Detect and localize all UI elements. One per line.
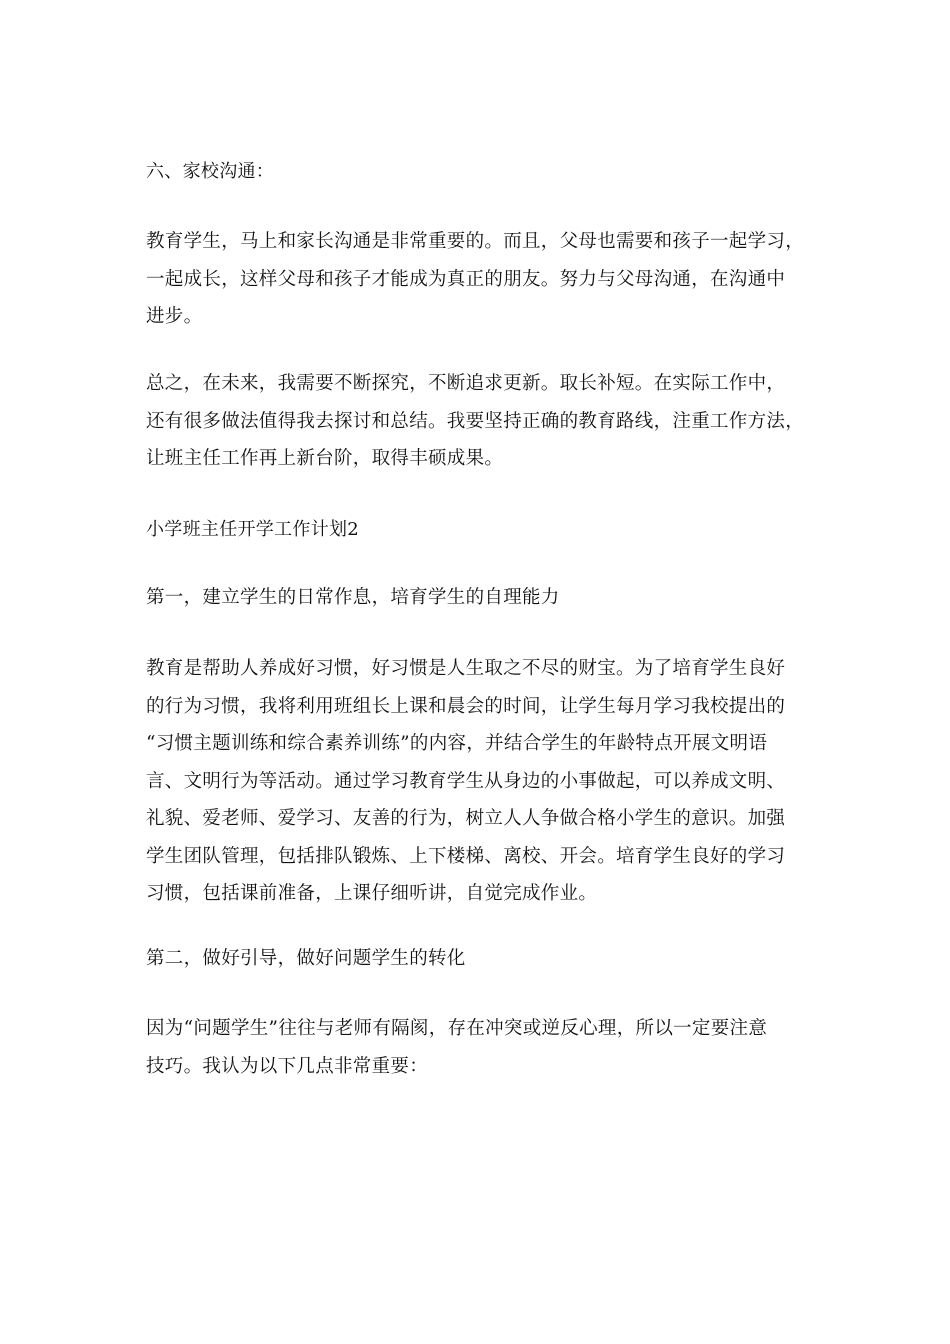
title-text: 小学班主任开学工作计划2 [146,519,360,540]
paragraph-line: 的行为习惯，我将利用班组长上课和晨会的时间，让学生每月学习我校提出的 [146,695,786,717]
point-one-heading [146,579,816,617]
heading-text: 第一，建立学生的日常作息，培育学生的自理能力 [146,587,560,608]
paragraph-line: 教育学生，马上和家长沟通是非常重要的。而且，父母也需要和孩子一起学习， [146,231,805,252]
paragraph-line: 言、文明行为等活动。通过学习教育学生从身边的小事做起，可以养成文明、 [146,770,786,792]
paragraph-line: “习惯主题训练和综合素养训练”的内容，并结合学生的年龄特点开展文明语 [146,733,768,754]
paragraph-line: 技巧。我认为以下几点非常重要： [146,1055,429,1077]
heading-text: 第二，做好引导，做好问题学生的转化 [146,948,466,969]
paragraph-habits [146,650,816,913]
paragraph-line: 教育是帮助人养成好习惯，好习惯是人生取之不尽的财宝。为了培育学生良好 [146,658,786,679]
paragraph-line: 学生团队管理，包括排队锻炼、上下楼梯、离校、开会。培育学生良好的学习 [146,845,786,867]
point-two-heading [146,940,816,978]
paragraph-line: 因为“问题学生”往往与老师有隔阂，存在冲突或逆反心理，所以一定要注意 [146,1018,768,1039]
paragraph-summary [146,365,816,478]
plan-title [146,511,816,549]
section-heading-family-school-communication [146,153,816,191]
paragraph-line: 总之，在未来，我需要不断探究，不断追求更新。取长补短。在实际工作中， [146,373,786,394]
paragraph-line: 习惯，包括课前准备，上课仔细听讲，自觉完成作业。 [146,883,598,904]
paragraph-line: 进步。 [146,306,203,327]
paragraph-line: 让班主任工作再上新台阶，取得丰硕成果。 [146,448,504,469]
paragraph-line: 还有很多做法值得我去探讨和总结。我要坚持正确的教育路线，注重工作方法， [146,410,805,432]
paragraph-line: 礼貌、爱老师、爱学习、友善的行为，树立人人争做合格小学生的意识。加强 [146,808,786,829]
paragraph-problem-students [146,1010,816,1085]
paragraph-line: 一起成长，这样父母和孩子才能成为真正的朋友。努力与父母沟通，在沟通中 [146,268,786,290]
heading-text: 六、家校沟通： [146,161,275,182]
paragraph-family-communication [146,223,816,336]
